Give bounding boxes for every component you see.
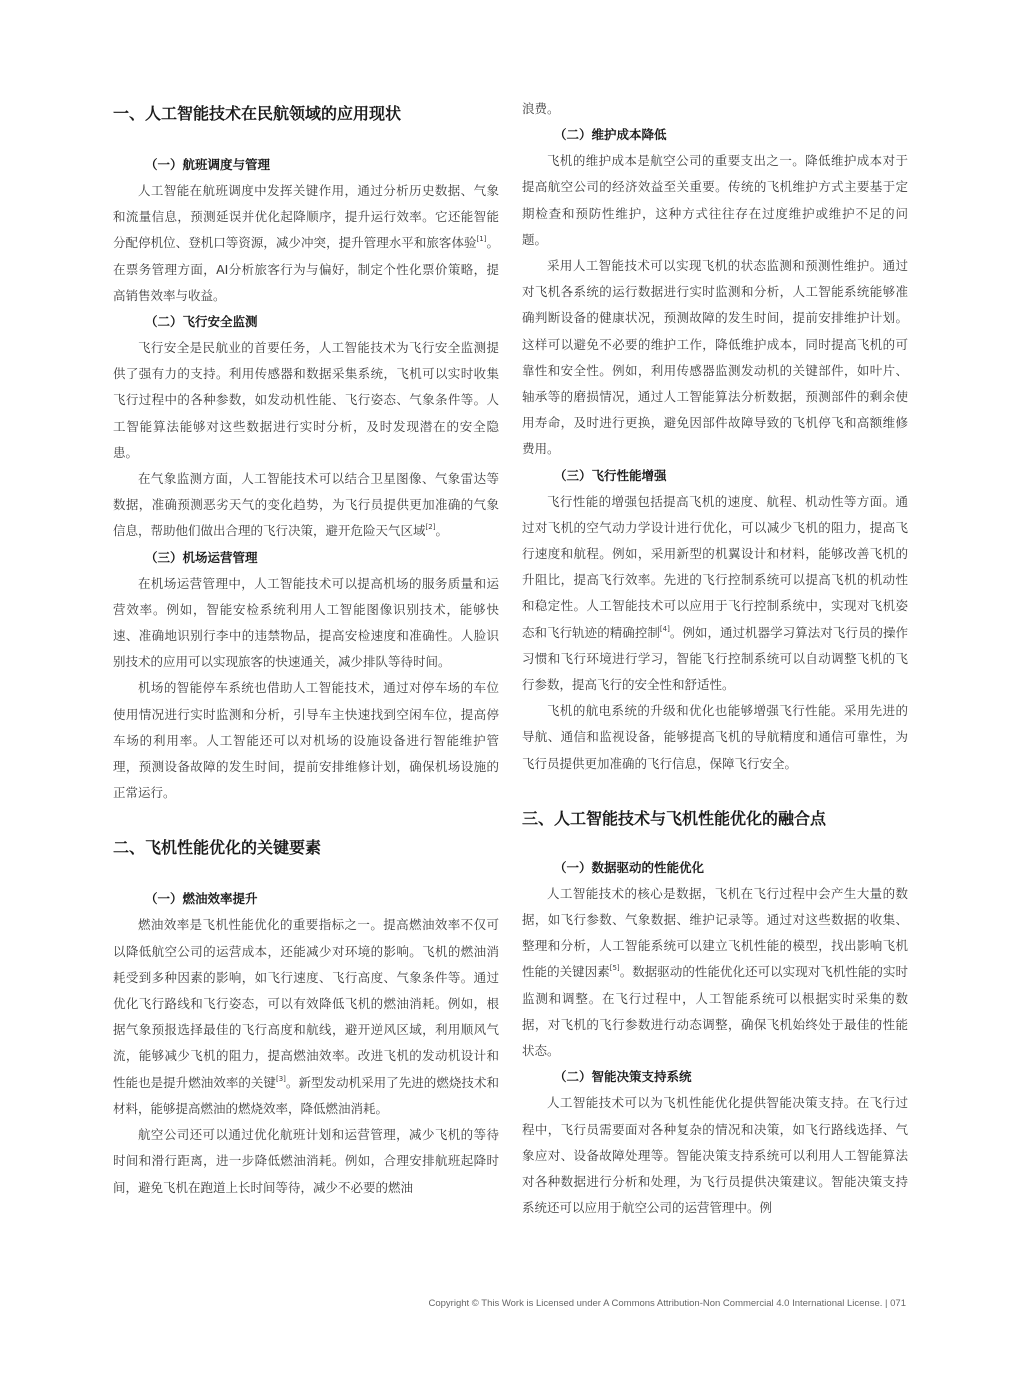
paragraph [113, 675, 499, 806]
paragraph [522, 489, 908, 699]
paragraph-text: （一）航班调度与管理 [145, 157, 271, 172]
paragraph-text: 飞行性能的增强包括提高飞机的速度、航程、机动性等方面。通过对飞机的空气动力学设计进行优化，可以减少飞机的阻力，提高飞行速度和航程。例如，采用新型的机翼设计和材料，能够改善飞机的升阻比，提高飞行效率。先进的飞行控制系统可以提高飞机的机动性和稳定性。人工智能技术可以应用于飞行控制系统中，实现对飞机姿态和飞行轨迹的精确控制 [522, 493, 908, 640]
section-heading [113, 102, 499, 126]
paragraph [522, 148, 908, 253]
left-column [113, 96, 499, 1201]
paragraph [113, 1122, 499, 1201]
paragraph-text: 机场的智能停车系统也借助人工智能技术，通过对停车场的车位使用情况进行实时监测和分析，引导车主快速找到空闲车位，提高停车场的利用率。人工智能还可以对机场的设施设备进行智能维护管理，预测设备故障的发生时间，提前安排维修计划，确保机场设施的正常运行。 [113, 680, 499, 801]
paragraph [113, 466, 499, 545]
paragraph-text: 。新型发动机采用了先进的燃烧技术和材料，能够提高燃油的燃烧效率，降低燃油消耗。 [113, 1074, 499, 1116]
paragraph-text: 。例如，通过机器学习算法对飞行员的操作习惯和飞行环境进行学习，智能飞行控制系统可以自动调整飞机的飞行参数，提高飞行的安全性和舒适性。 [522, 624, 908, 693]
subsection-heading [522, 122, 908, 148]
paragraph-text: （三）机场运营管理 [145, 549, 258, 565]
citation-mark: [5] [609, 964, 620, 973]
section-heading [113, 836, 499, 860]
section-heading [522, 807, 908, 831]
paragraph-text: 。在票务管理方面，AI分析旅客行为与偏好，制定个性化票价策略，提高销售效率与收益。 [113, 235, 499, 303]
paragraph-text: 采用人工智能技术可以实现飞机的状态监测和预测性维护。通过对飞机各系统的运行数据进行实时监测和分析，人工智能系统能够准确判断设备的健康状况，预测故障的发生时间，提前安排维护计划。这样可以避免不必要的维护工作，降低维护成本，同时提高飞机的可靠性和安全性。例如，利用传感器监测发动机的关键部件，如叶片、轴承等的磨损情况，通过人工智能算法分析数据，预测部件的剩余使用寿命，及时进行更换，避免因部件故障导致的飞机停飞和高额维修费用。 [522, 258, 908, 457]
page-footer: Copyright © This Work is Licensed under A Commons Attribution-Non Commercial 4.0 International License. | 071 [428, 1298, 906, 1309]
citation-mark: [1] [476, 235, 487, 244]
paragraph [522, 698, 908, 777]
paragraph-text: （一）数据驱动的性能优化 [554, 859, 705, 875]
paragraph [522, 96, 908, 122]
paragraph-text: （三）飞行性能增强 [554, 467, 667, 483]
subsection-heading [522, 1064, 908, 1090]
paragraph-text: （二）智能决策支持系统 [554, 1069, 692, 1085]
paragraph-text: 。 [435, 523, 448, 539]
paragraph [113, 571, 499, 676]
paragraph-text: （二）飞行安全监测 [145, 314, 258, 330]
right-column [522, 96, 908, 1221]
subsection-heading [113, 545, 499, 571]
paragraph-text: 人工智能技术可以为飞机性能优化提供智能决策支持。在飞行过程中，飞行员需要面对各种复杂的情况和决策，如飞行路线选择、气象应对、设备故障处理等。智能决策支持系统可以利用人工智能算法对各种数据进行分析和处理，为飞行员提供决策建议。智能决策支持系统还可以应用于航空公司的运营管理中。例 [522, 1095, 908, 1216]
paragraph-text: 飞机的维护成本是航空公司的重要支出之一。降低维护成本对于提高航空公司的经济效益至关重要。传统的飞机维护方式主要基于定期检查和预防性维护，这种方式往往存在过度维护或维护不足的问题。 [522, 153, 908, 247]
paragraph-text: （一）燃油效率提升 [145, 891, 258, 907]
subsection-heading [113, 309, 499, 335]
citation-mark: [2] [425, 523, 436, 532]
paragraph-text: 燃油效率是飞机性能优化的重要指标之一。提高燃油效率不仅可以降低航空公司的运营成本，还能减少对环境的影响。飞机的燃油消耗受到多种因素的影响，如飞行速度、飞行高度、气象条件等。通过优化飞行路线和飞行姿态，可以有效降低飞机的燃油消耗。例如，根据气象预报选择最佳的飞行高度和航线，避开逆风区域，利用顺风气流，能够减少飞机的阻力，提高燃油效率。改进飞机的发动机设计和性能也是提升燃油效率的关键 [113, 917, 499, 1090]
paragraph-text: （二）维护成本降低 [554, 127, 667, 143]
paragraph-text: 二、飞机性能优化的关键要素 [113, 838, 322, 858]
paragraph-text: 一、人工智能技术在民航领域的应用现状 [113, 104, 402, 123]
paragraph [522, 1090, 908, 1221]
citation-mark: [4] [659, 624, 670, 633]
subsection-heading [113, 152, 499, 178]
paragraph-text: 在气象监测方面，人工智能技术可以结合卫星图像、气象雷达等数据，准确预测恶劣天气的变化趋势，为飞行员提供更加准确的气象信息，帮助他们做出合理的飞行决策，避开危险天气区域 [113, 471, 499, 539]
paragraph-text: 浪费。 [522, 101, 560, 116]
paragraph [522, 881, 908, 1064]
subsection-heading [522, 855, 908, 881]
paragraph-text: 飞行安全是民航业的首要任务，人工智能技术为飞行安全监测提供了强有力的支持。利用传感器和数据采集系统，飞机可以实时收集飞行过程中的各种参数，如发动机性能、飞行姿态、气象条件等。人工智能算法能够对这些数据进行实时分析，及时发现潜在的安全隐患。 [113, 340, 499, 460]
paragraph-text: 。数据驱动的性能优化还可以实现对飞机性能的实时监测和调整。在飞行过程中，人工智能系统可以根据实时采集的数据，对飞机的飞行参数进行动态调整，确保飞机始终处于最佳的性能状态。 [522, 964, 908, 1059]
paragraph [113, 912, 499, 1122]
paragraph-text: 航空公司还可以通过优化航班计划和运营管理，减少飞机的等待时间和滑行距离，进一步降低燃油消耗。例如，合理安排航班起降时间，避免飞机在跑道上长时间等待，减少不必要的燃油 [113, 1127, 499, 1195]
subsection-heading [522, 463, 908, 489]
paragraph-text: 在机场运营管理中，人工智能技术可以提高机场的服务质量和运营效率。例如，智能安检系统利用人工智能图像识别技术，能够快速、准确地识别行李中的违禁物品，提高安检速度和准确性。人脸识别技术的应用可以实现旅客的快速通关，减少排队等待时间。 [113, 575, 499, 670]
citation-mark: [3] [275, 1074, 286, 1083]
paragraph [113, 178, 499, 309]
paragraph [522, 253, 908, 463]
paragraph-text: 人工智能在航班调度中发挥关键作用，通过分析历史数据、气象和流量信息，预测延误并优化起降顺序，提升运行效率。它还能智能分配停机位、登机口等资源，减少冲突，提升管理水平和旅客体验 [113, 183, 499, 251]
subsection-heading [113, 886, 499, 912]
paragraph-text: 人工智能技术的核心是数据，飞机在飞行过程中会产生大量的数据，如飞行参数、气象数据、维护记录等。通过对这些数据的收集、整理和分析，人工智能系统可以建立飞机性能的模型，找出影响飞机性能的关键因素 [522, 885, 908, 980]
paragraph-text: 飞机的航电系统的升级和优化也能够增强飞行性能。采用先进的导航、通信和监视设备，能够提高飞机的导航精度和通信可靠性，为飞行员提供更加准确的飞行信息，保障飞行安全。 [522, 703, 908, 771]
paragraph-text: 三、人工智能技术与飞机性能优化的融合点 [522, 808, 827, 828]
paragraph [113, 335, 499, 466]
